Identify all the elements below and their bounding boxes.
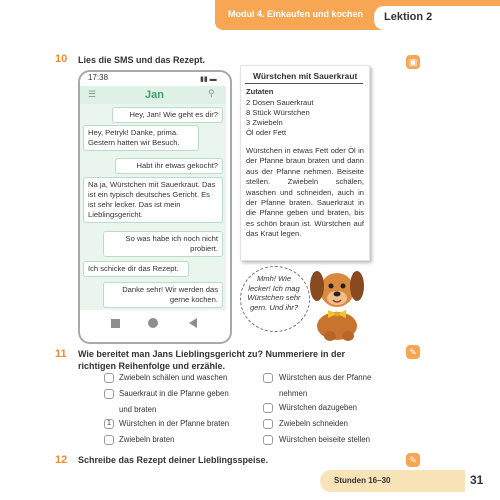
recipe-method: Würstchen in etwas Fett oder Öl in der Pfanne braun braten und dann aus der Pfanne nehmen. Beiseite stellen. Zwiebeln schälen, waschen und schneiden, auch in der Pfanne braten. Sauerkraut in die Pfanne geben und braten, bis es schön braun ist. Würstchen auf das Kraut legen. bbox=[246, 146, 364, 239]
chat-message: So was habe ich noch nicht probiert. bbox=[103, 231, 223, 257]
step-label: Würstchen aus der Pfanne bbox=[279, 373, 372, 382]
pencil-icon: ✎ bbox=[406, 453, 420, 467]
menu-icon: ☰ bbox=[88, 89, 97, 99]
signal-battery-icon: ▮▮ ▬ bbox=[200, 76, 217, 83]
ingredient-item: Öl oder Fett bbox=[246, 128, 287, 137]
chat-message: Ich schicke dir das Rezept. bbox=[83, 261, 189, 277]
home-icon bbox=[148, 318, 158, 328]
step-label: Zwiebeln schälen und waschen bbox=[119, 373, 228, 382]
exercise-11-instruction: Wie bereitet man Jans Lieblingsgericht zu? Nummeriere in der richtigen Reihenfolge und erzähle. bbox=[78, 349, 345, 371]
ingredient-item: 2 Dosen Sauerkraut bbox=[246, 98, 314, 107]
chat-message: Na ja, Würstchen mit Sauerkraut. Das ist ein typisch deutsches Gericht. Es ist sehr lecker. Das ist mein Lieblingsgericht. bbox=[83, 177, 223, 223]
order-checkbox[interactable]: 1 bbox=[104, 419, 114, 429]
ingredient-item: 8 Stück Würstchen bbox=[246, 108, 310, 117]
phone-nav-bar bbox=[80, 312, 226, 334]
recipe-divider bbox=[245, 83, 363, 84]
dog-illustration bbox=[300, 262, 370, 344]
ingredients-label: Zutaten bbox=[246, 87, 274, 96]
order-checkbox[interactable] bbox=[104, 389, 114, 399]
footer-lessons: Stunden 16–30 bbox=[334, 476, 391, 485]
chat-message: Hey, Jan! Wie geht es dir? bbox=[112, 107, 223, 123]
step-label: Würstchen in der Pfanne braten bbox=[119, 419, 230, 428]
lektion-label: Lektion 2 bbox=[384, 11, 433, 23]
order-checkbox[interactable] bbox=[263, 403, 273, 413]
recipe-title: Würstchen mit Sauerkraut bbox=[253, 71, 358, 81]
pencil-icon: ✎ bbox=[406, 345, 420, 359]
step-label: Würstchen beiseite stellen bbox=[279, 435, 371, 444]
exercise-10-number: 10 bbox=[55, 53, 68, 65]
exercise-10-instruction: Lies die SMS und das Rezept. bbox=[78, 55, 206, 65]
step-label-continued: und braten bbox=[119, 405, 157, 414]
page-number: 31 bbox=[470, 473, 484, 487]
order-checkbox[interactable] bbox=[263, 435, 273, 445]
exercise-11-number: 11 bbox=[55, 348, 67, 360]
search-icon: ⚲ bbox=[208, 88, 215, 98]
chat-contact-name: Jan bbox=[145, 89, 164, 101]
step-label: Zwiebeln schneiden bbox=[279, 419, 348, 428]
phone-time: 17:38 bbox=[88, 73, 109, 82]
recent-apps-icon bbox=[111, 319, 120, 328]
module-title: Modul 4. Einkaufen und kochen bbox=[228, 9, 364, 19]
order-checkbox[interactable] bbox=[263, 419, 273, 429]
chat-message: Habt ihr etwas gekocht? bbox=[115, 158, 223, 174]
chat-message: Hey, Petryk! Danke, prima. Gestern hatten wir Besuch. bbox=[83, 125, 199, 151]
ingredient-item: 3 Zwiebeln bbox=[246, 118, 283, 127]
step-label: Sauerkraut in die Pfanne geben bbox=[119, 389, 229, 398]
step-label: Würstchen dazugeben bbox=[279, 403, 358, 412]
order-checkbox[interactable] bbox=[263, 373, 273, 383]
back-icon bbox=[189, 318, 197, 328]
order-checkbox[interactable] bbox=[104, 435, 114, 445]
exercise-12-instruction: Schreibe das Rezept deiner Lieblingsspeise. bbox=[78, 455, 269, 465]
speech-text: Mmh! Wie lecker! Ich mag Würstchen sehr gern. Und ihr? bbox=[247, 274, 301, 312]
book-icon: ▣ bbox=[406, 55, 420, 69]
step-label: Zwiebeln braten bbox=[119, 435, 175, 444]
step-label-continued: nehmen bbox=[279, 389, 308, 398]
chat-message: Danke sehr! Wir werden das gerne kochen. bbox=[103, 282, 223, 308]
exercise-12-number: 12 bbox=[55, 454, 68, 466]
order-checkbox[interactable] bbox=[104, 373, 114, 383]
